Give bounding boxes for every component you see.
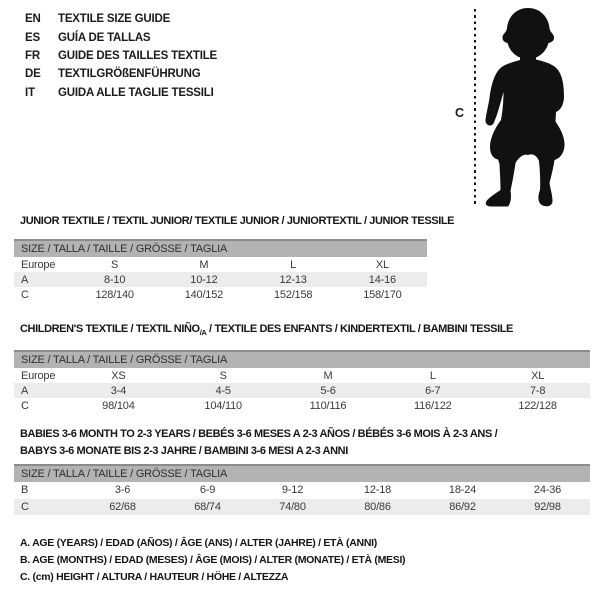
footnote-c: C. (cm) HEIGHT / ALTURA / HAUTEUR / HÖHE / ALTEZZA — [20, 570, 289, 583]
lang-row-it — [25, 84, 217, 102]
cell: S — [111, 258, 119, 271]
babies-section-title — [20, 426, 580, 459]
table-header-row — [14, 240, 427, 257]
lang-label: GUIDE DES TAILLES TEXTILE — [58, 49, 217, 62]
cell: L — [429, 369, 436, 382]
cell: 128/140 — [95, 288, 134, 301]
lang-label: GUIDA ALLE TAGLIE TESSILI — [58, 86, 214, 99]
size-header-cell: SIZE / TALLA / TAILLE / GRÖSSE / TAGLIA — [14, 465, 590, 482]
size-header-cell: SIZE / TALLA / TAILLE / GRÖSSE / TAGLIA — [14, 240, 427, 257]
height-measure-dotted-line — [474, 9, 476, 206]
title-subscript: /A — [199, 327, 207, 337]
cell: 110/116 — [309, 399, 347, 412]
cell: M — [199, 258, 209, 271]
lang-code: DE — [25, 68, 41, 81]
cell: 86/92 — [420, 499, 505, 516]
children-size-table — [14, 350, 590, 413]
cell: 6-9 — [199, 484, 216, 497]
cell: 140/152 — [184, 288, 224, 301]
cell: 8-10 — [70, 272, 159, 287]
cell: 9-12 — [281, 484, 304, 497]
cell: XL — [531, 369, 545, 382]
title-line2: BABYS 3-6 MONATE BIS 2-3 JAHRE / BAMBINI 3-6 MESI A 2-3 ANNI — [20, 444, 348, 457]
cell: L — [290, 258, 297, 271]
cell: 80/86 — [335, 499, 420, 516]
cell: 7-8 — [485, 383, 590, 398]
cell: S — [219, 369, 227, 382]
cell: 6-7 — [380, 383, 485, 398]
table-header-row — [14, 351, 590, 368]
row-label: B — [21, 484, 29, 497]
cell: 3-6 — [114, 484, 131, 497]
cell: 104/110 — [204, 399, 242, 412]
row-label: C — [14, 499, 80, 516]
row-label: Europe — [21, 258, 56, 271]
table-row-age-months — [14, 482, 590, 499]
title-text: / TEXTILE DES ENFANTS / KINDERTEXTIL / BAMBINI TESSILE — [206, 323, 513, 335]
footnote-a: A. AGE (YEARS) / EDAD (AÑOS) / ÂGE (ANS) / ALTER (JAHRE) / ETÀ (ANNI) — [20, 537, 377, 549]
table-row-europe — [14, 257, 427, 272]
lang-label: TEXTILGRÖßENFÜHRUNG — [58, 68, 201, 81]
table-header-row — [14, 465, 590, 482]
cell: 116/122 — [414, 399, 452, 412]
row-label: C — [21, 288, 29, 301]
size-header-cell: SIZE / TALLA / TAILLE / GRÖSSE / TAGLIA — [14, 351, 590, 368]
lang-code: ES — [25, 31, 40, 44]
babies-size-table — [14, 464, 590, 515]
cell: 10-12 — [159, 272, 248, 287]
junior-size-table — [14, 239, 427, 302]
height-measure-label: C — [455, 106, 465, 120]
cell: 158/170 — [363, 288, 402, 301]
table-row-age — [14, 272, 427, 287]
cell: 98/104 — [102, 399, 135, 412]
cell: 68/74 — [165, 499, 250, 516]
cell: 122/128 — [518, 399, 557, 412]
cell: M — [323, 369, 333, 382]
language-title-list — [25, 10, 217, 102]
cell: 4-5 — [171, 383, 276, 398]
lang-row-es — [25, 28, 217, 46]
lang-row-en — [25, 10, 217, 28]
cell: 14-16 — [338, 272, 427, 287]
children-section-title — [20, 322, 513, 337]
title-line1: BABIES 3-6 MONTH TO 2-3 YEARS / BEBÉS 3-6 MESES A 2-3 AÑOS / BÉBÉS 3-6 MOIS À 2-3 ANS / — [20, 428, 498, 440]
cell: 74/80 — [250, 499, 335, 516]
cell: 92/98 — [505, 499, 590, 516]
cell: XL — [375, 258, 389, 271]
lang-row-fr — [25, 47, 217, 65]
cell: 3-4 — [66, 383, 171, 398]
table-row-height — [14, 287, 427, 302]
cell: 62/68 — [80, 499, 165, 516]
cell: XS — [111, 369, 126, 382]
toddler-silhouette-icon — [482, 6, 572, 208]
junior-section-title: JUNIOR TEXTILE / TEXTIL JUNIOR/ TEXTILE JUNIOR / JUNIORTEXTIL / JUNIOR TESSILE — [20, 215, 455, 227]
table-row-europe — [14, 368, 590, 383]
legend-footnotes — [20, 535, 405, 585]
table-row-age — [14, 383, 590, 398]
table-row-height — [14, 398, 590, 413]
lang-code: EN — [25, 13, 41, 26]
lang-row-de — [25, 65, 217, 83]
lang-code: FR — [25, 49, 40, 62]
cell: 18-24 — [448, 484, 477, 497]
cell: 5-6 — [276, 383, 381, 398]
footnote-b: B. AGE (MONTHS) / EDAD (MESES) / ÂGE (MOIS) / ALTER (MONATE) / ETÀ (MESI) — [20, 553, 406, 566]
cell: 12-18 — [363, 484, 392, 497]
lang-label: TEXTILE SIZE GUIDE — [58, 13, 171, 26]
lang-code: IT — [25, 86, 35, 99]
row-label: A — [14, 272, 70, 287]
table-row-height — [14, 499, 590, 516]
title-text: CHILDREN'S TEXTILE / TEXTIL NIÑO — [20, 323, 200, 335]
row-label: Europe — [21, 369, 56, 382]
cell: 12-13 — [249, 272, 338, 287]
row-label: C — [21, 399, 29, 412]
lang-label: GUÍA DE TALLAS — [58, 31, 151, 44]
cell: 24-36 — [533, 484, 562, 497]
row-label: A — [14, 383, 66, 398]
cell: 152/158 — [273, 288, 313, 301]
